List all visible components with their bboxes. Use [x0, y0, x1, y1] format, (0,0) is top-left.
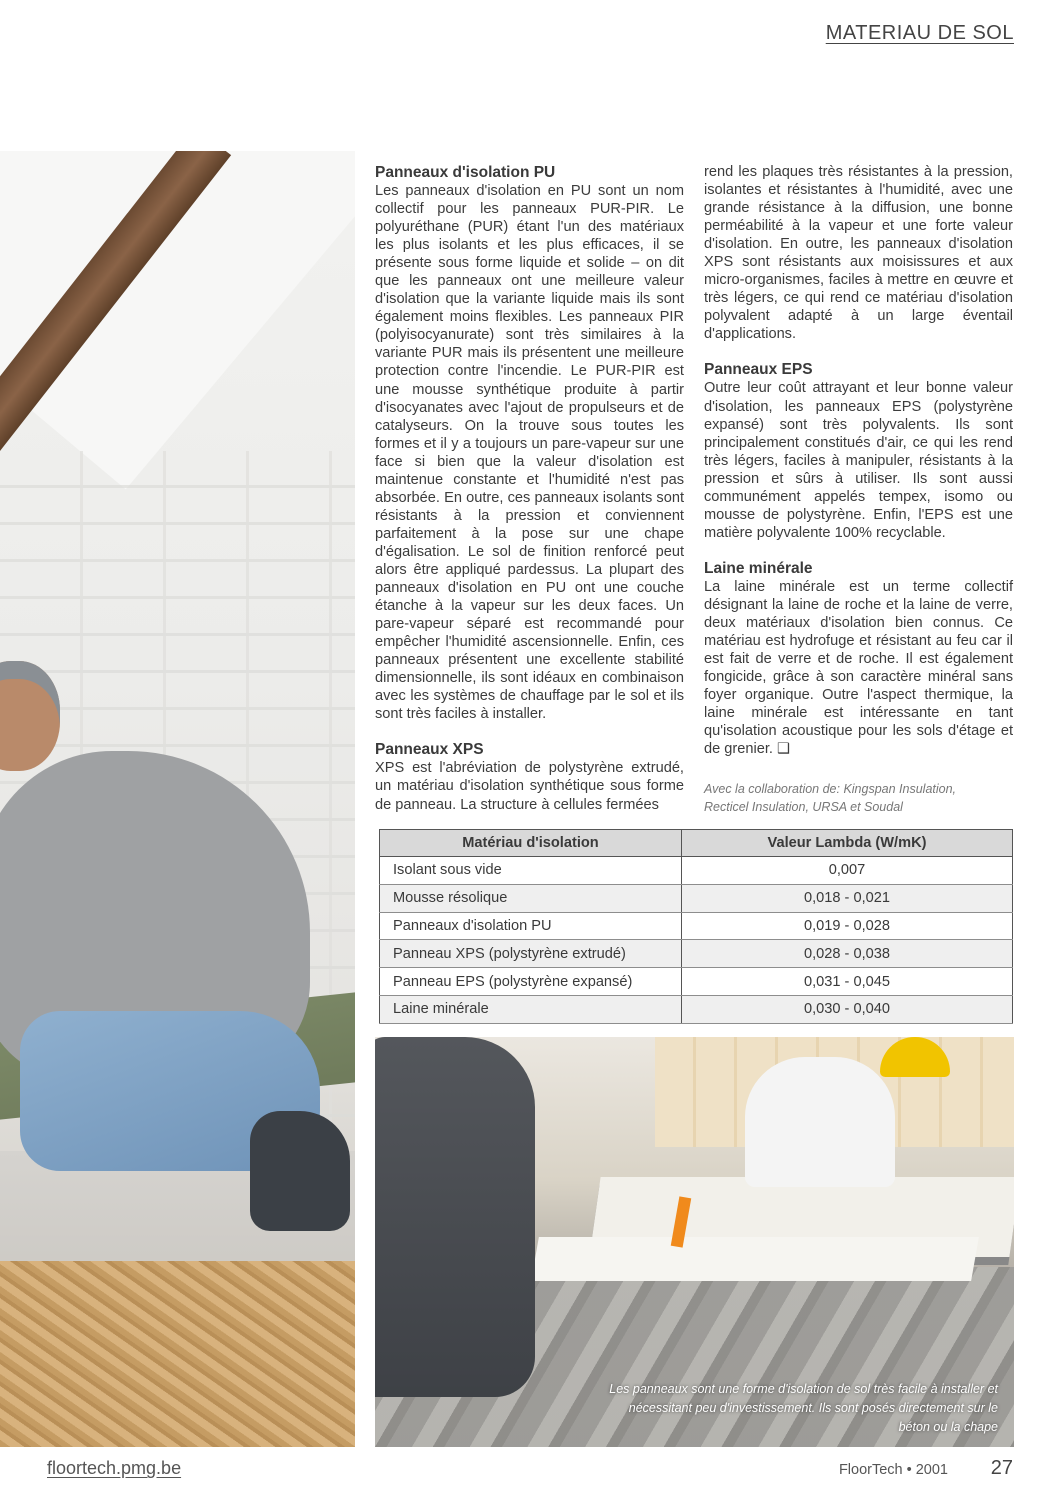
article-column-2 [704, 163, 1013, 816]
heading-laine: Laine minérale [704, 559, 813, 577]
table-row: Isolant sous vide 0,007 [380, 857, 1013, 885]
end-mark-icon: ❑ [777, 741, 791, 758]
paragraph-xps-continued: rend les plaques très résistantes à la pression, isolantes et résistantes à l'humidité, avec une grande résistance à la diffusion, une bonne perméabilité à la vapeur et une forte valeur d'isolation. En outre, les panneaux d'isolation XPS sont résistants aux moisissures et aux micro-organismes, faciles à mettre en œuvre et très légers, ce qui rend ce matériau d'isolation polyvalent adapté à un large éventail d'applications. [704, 164, 1013, 343]
section-label: MATERIAU DE SOL [825, 22, 1014, 44]
table-row: Laine minérale 0,030 - 0,040 [380, 995, 1013, 1023]
photo-worker-installing-panels [0, 151, 355, 1447]
paragraph-eps: Outre leur coût attrayant et leur bonne valeur d'isolation, les panneaux EPS (polystyrène expansé) sont très polyvalents. Ils sont principalement constitués d'air, ce qui les rend très légers, faciles à manipuler, résistants à la pression et sûrs à utiliser. Ils sont aussi communément appelés tempex, isomo ou mousse de polystyrène. Enfin, l'EPS est une matière polyvalente 100% recyclable. [704, 380, 1013, 541]
lambda-values-table [379, 829, 1013, 1024]
table-row: Panneaux d'isolation PU 0,019 - 0,028 [380, 912, 1013, 940]
table-header-lambda: Valeur Lambda (W/mK) [682, 830, 1013, 857]
paragraph-pu: Les panneaux d'isolation en PU sont un nom collectif pour les panneaux PUR-PIR. Le polyuréthane (PUR) étant l'un des matériaux les plus isolants et les plus efficaces, il se présente sous forme liquide et solide – on dit que les panneaux ont une meilleure valeur d'isolation que la variante liquide mais ils sont également moins flexibles. Les panneaux PIR (polyisocyanurate) sont très similaires à la variante PUR mais ils présentent une meilleure protection contre l'incendie. Le PUR-PIR est une mousse synthétique produite à partir d'isocyanates avec l'ajout de propulseurs et de catalyseurs. On la trouve sous toutes les formes et il y a toujours un pare-vapeur sur une face si bien que la valeur d'isolation est maintenue constante et l'humidité n'est pas absorbée. En outre, ces panneaux isolants sont résistants à la pression et conviennent parfaitement à la pose sur une chape d'égalisation. Le sol de finition renforcé peut alors être appliqué pardessus. La plupart des panneaux d'isolation en PU ont une couche étanche à la vapeur sur les deux faces. Un pare-vapeur séparé est recommandé pour empêcher l'humidité ascensionnelle. Enfin, ces panneaux présentent une excellente stabilité dimensionnelle, ils sont idéaux en combinaison avec les systèmes de chauffage par le sol et ils sont très faciles à installer. [375, 183, 684, 723]
heading-eps: Panneaux EPS [704, 361, 813, 379]
photo-caption: Les panneaux sont une forme d'isolation de sol très facile à installer et nécessitant peu d'investissement. Ils sont posés directement sur le béton ou la chape [609, 1382, 998, 1434]
table-row: Panneau XPS (polystyrène extrudé) 0,028 - 0,038 [380, 940, 1013, 968]
website-link[interactable]: floortech.pmg.be [47, 1458, 182, 1478]
credit: Avec la collaboration de: Kingspan Insulation, Recticel Insulation, URSA et Soudal [704, 782, 957, 815]
table-row: Panneau EPS (polystyrène expansé) 0,031 - 0,045 [380, 968, 1013, 996]
table-header-material: Matériau d'isolation [380, 830, 682, 857]
paragraph-laine: La laine minérale est un terme collectif désignant la laine de roche et la laine de verre, deux matériaux d'isolation bien connus. Ce matériau est hydrofuge et résistant au feu car il est fait de verre et de roche. Il est également fongicide, grâce à son caractère minéral sans foyer organique. Outre l'aspect thermique, la laine minérale est intéressante en tant qu'isolation acoustique pour les sols d'étage et de grenier. ❑ [704, 578, 1013, 758]
page-number: 27 [990, 1457, 1013, 1479]
heading-xps: Panneaux XPS [375, 741, 484, 759]
article-column-1 [375, 163, 684, 814]
table-row: Mousse résolique 0,018 - 0,021 [380, 884, 1013, 912]
heading-pu: Panneaux d'isolation PU [375, 164, 556, 181]
paragraph-xps: XPS est l'abréviation de polystyrène extrudé, un matériau d'isolation synthétique sous forme de panneau. La structure à cellules fermées [375, 760, 684, 813]
publication-issue: FloorTech • 2001 [838, 1462, 948, 1478]
photo-workers-laying-insulation [375, 1037, 1014, 1447]
